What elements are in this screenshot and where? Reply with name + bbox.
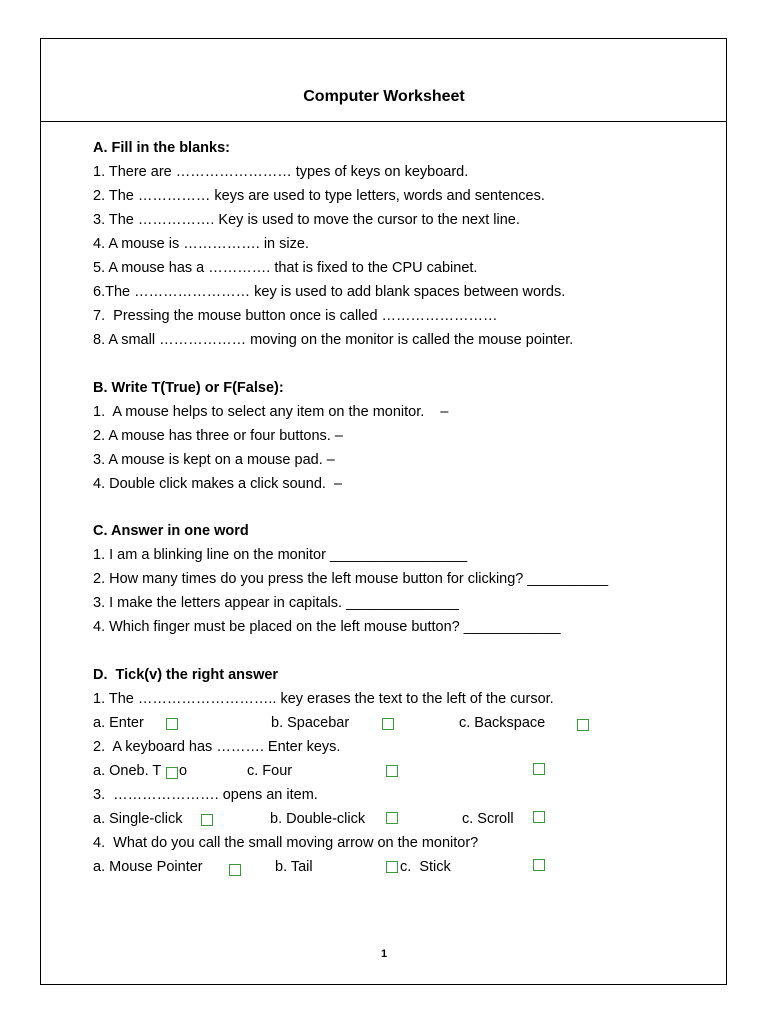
q3-option-a-checkbox[interactable]: [201, 814, 213, 826]
section-a-item: 5. A mouse has a …………. that is fixed to the CPU cabinet.: [93, 260, 478, 276]
section-d-question-1: 1. The ……………………….. key erases the text to the left of the cursor.: [93, 691, 554, 707]
q3-option-c: c. Scroll: [462, 811, 514, 827]
section-b-item: 1. A mouse helps to select any item on the monitor. –: [93, 404, 449, 420]
q1-option-a-checkbox[interactable]: [166, 718, 178, 730]
section-d-question-2: 2. A keyboard has ………. Enter keys.: [93, 739, 341, 755]
q2-option-b-fragment: o: [179, 763, 188, 779]
section-a-item: 6.The …………………… key is used to add blank spaces between words.: [93, 284, 566, 300]
section-a-item: 1. There are …………………… types of keys on keyboard.: [93, 164, 469, 180]
q4-option-b: b. Tail: [275, 859, 313, 875]
section-d-heading: D. Tick(v) the right answer: [93, 667, 279, 683]
section-a-heading: A. Fill in the blanks:: [93, 140, 230, 156]
q2-option-a-checkbox[interactable]: [166, 767, 178, 779]
section-a-item: 3. The ……………. Key is used to move the cursor to the next line.: [93, 212, 520, 228]
section-b-item: 2. A mouse has three or four buttons. –: [93, 428, 343, 444]
section-b-heading: B. Write T(True) or F(False):: [93, 380, 284, 396]
section-d-question-3: 3. …………………. opens an item.: [93, 787, 318, 803]
q4-option-c-checkbox[interactable]: [533, 859, 545, 871]
q3-option-c-checkbox[interactable]: [533, 811, 545, 823]
q1-option-b: b. Spacebar: [271, 715, 350, 731]
section-b-item: 4. Double click makes a click sound. –: [93, 476, 343, 492]
section-c-item: 3. I make the letters appear in capitals. ______________: [93, 595, 459, 611]
q3-option-a: a. Single-click: [93, 811, 183, 827]
section-a-item: 4. A mouse is ……………. in size.: [93, 236, 309, 252]
q1-option-c: c. Backspace: [459, 715, 546, 731]
q4-option-c: c. Stick: [400, 859, 451, 875]
q2-option-b-checkbox[interactable]: [386, 765, 398, 777]
q3-option-b-checkbox[interactable]: [386, 812, 398, 824]
q1-option-a: a. Enter: [93, 715, 144, 731]
section-c-item: 4. Which finger must be placed on the left mouse button? ____________: [93, 619, 561, 635]
q4-option-b-checkbox[interactable]: [386, 861, 398, 873]
section-a-item: 2. The …………… keys are used to type letters, words and sentences.: [93, 188, 545, 204]
q4-option-a-checkbox[interactable]: [229, 864, 241, 876]
section-a-item: 8. A small ……………… moving on the monitor is called the mouse pointer.: [93, 332, 574, 348]
section-d-question-4: 4. What do you call the small moving arrow on the monitor?: [93, 835, 479, 851]
section-b-item: 3. A mouse is kept on a mouse pad. –: [93, 452, 335, 468]
title-divider: [41, 121, 727, 122]
q1-option-b-checkbox[interactable]: [382, 718, 394, 730]
section-c-heading: C. Answer in one word: [93, 523, 249, 539]
q4-option-a: a. Mouse Pointer: [93, 859, 203, 875]
q3-option-b: b. Double-click: [270, 811, 366, 827]
q2-option-c: c. Four: [247, 763, 293, 779]
section-c-item: 2. How many times do you press the left mouse button for clicking? __________: [93, 571, 609, 587]
section-c-item: 1. I am a blinking line on the monitor _________________: [93, 547, 468, 563]
q2-option-c-checkbox[interactable]: [533, 763, 545, 775]
q1-option-c-checkbox[interactable]: [577, 719, 589, 731]
q2-option-a: a. Oneb. T: [93, 763, 162, 779]
worksheet-title: Computer Worksheet: [303, 88, 465, 105]
section-a-item: 7. Pressing the mouse button once is called ……………………: [93, 308, 498, 324]
page-number: 1: [380, 948, 388, 960]
